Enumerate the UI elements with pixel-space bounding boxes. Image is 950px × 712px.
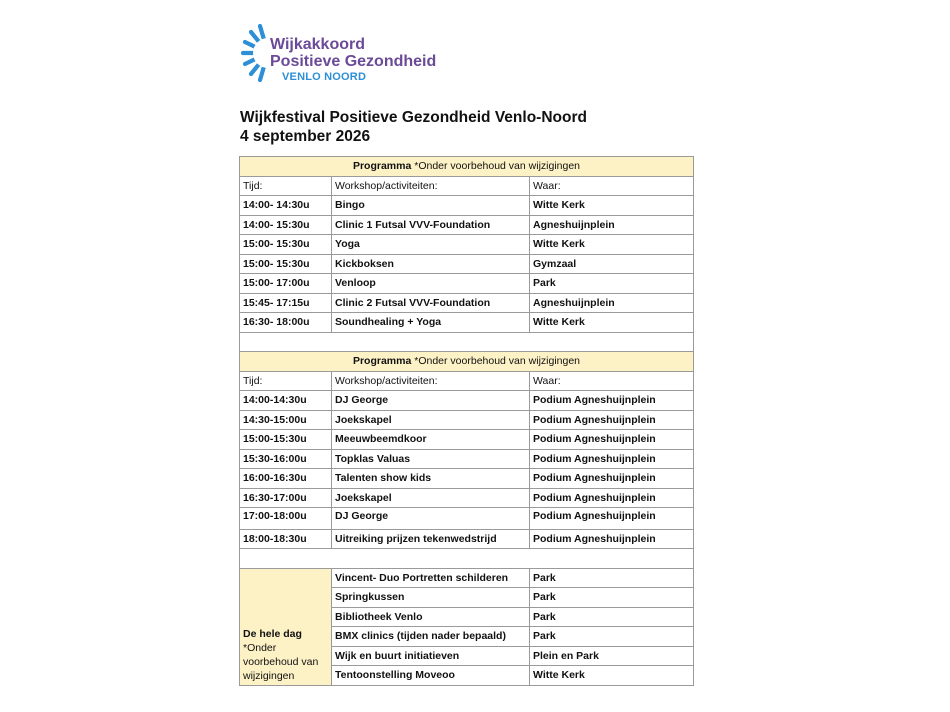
spacer-cell xyxy=(240,332,694,352)
location-cell: Park xyxy=(530,588,694,608)
location-cell: Podium Agneshuijnplein xyxy=(530,430,694,450)
program-1-column-headers xyxy=(240,176,694,196)
activity-cell: Kickboksen xyxy=(332,254,530,274)
time-cell: 14:30-15:00u xyxy=(240,410,332,430)
table-row xyxy=(240,391,694,411)
time-cell: 16:30-17:00u xyxy=(240,488,332,508)
location-cell: Podium Agneshuijnplein xyxy=(530,469,694,489)
activity-cell: Joekskapel xyxy=(332,410,530,430)
document-title xyxy=(240,108,587,146)
location-cell: Witte Kerk xyxy=(530,313,694,333)
spacer-row xyxy=(240,332,694,352)
activity-cell: DJ George xyxy=(332,391,530,411)
time-cell: 14:00-14:30u xyxy=(240,391,332,411)
allday-row xyxy=(240,568,694,588)
location-cell: Podium Agneshuijnplein xyxy=(530,449,694,469)
column-header-activity: Workshop/activiteiten: xyxy=(332,371,530,391)
activity-cell: Bingo xyxy=(332,196,530,216)
activity-cell: Venloop xyxy=(332,274,530,294)
location-cell: Park xyxy=(530,607,694,627)
column-header-activity: Workshop/activiteiten: xyxy=(332,176,530,196)
title-date: 4 september 2026 xyxy=(240,128,371,145)
activity-cell: Soundhealing + Yoga xyxy=(332,313,530,333)
sunburst-logo-icon xyxy=(238,22,272,84)
table-row xyxy=(240,529,694,549)
location-cell: Witte Kerk xyxy=(530,666,694,686)
location-cell: Agneshuijnplein xyxy=(530,215,694,235)
time-cell: 15:00- 15:30u xyxy=(240,254,332,274)
activity-cell: Topklas Valuas xyxy=(332,449,530,469)
table-row xyxy=(240,215,694,235)
location-cell: Podium Agneshuijnplein xyxy=(530,410,694,430)
column-header-location: Waar: xyxy=(530,176,694,196)
time-cell: 15:00- 15:30u xyxy=(240,235,332,255)
activity-cell: Bibliotheek Venlo xyxy=(332,607,530,627)
program-2-header xyxy=(240,352,694,372)
location-cell: Podium Agneshuijnplein xyxy=(530,488,694,508)
table-row xyxy=(240,293,694,313)
location-cell: Podium Agneshuijnplein xyxy=(530,508,694,530)
table-row xyxy=(240,196,694,216)
program-2-header-label: Programma xyxy=(352,355,412,368)
table-row xyxy=(240,430,694,450)
logo-line-1: Wijkakkoord xyxy=(270,36,365,53)
time-cell: 14:00- 15:30u xyxy=(240,215,332,235)
location-cell: Agneshuijnplein xyxy=(530,293,694,313)
logo-text xyxy=(270,37,436,83)
title-line-1: Wijkfestival Positieve Gezondheid Venlo-Noord xyxy=(240,109,587,126)
location-cell: Gymzaal xyxy=(530,254,694,274)
time-cell: 16:00-16:30u xyxy=(240,469,332,489)
activity-cell: BMX clinics (tijden nader bepaald) xyxy=(332,627,530,647)
program-2-header-cell xyxy=(240,352,694,372)
logo-line-2: Positieve Gezondheid xyxy=(270,53,437,70)
spacer-row xyxy=(240,549,694,569)
table-row xyxy=(240,469,694,489)
activity-cell: Clinic 1 Futsal VVV-Foundation xyxy=(332,215,530,235)
schedule-table xyxy=(239,156,694,686)
location-cell: Podium Agneshuijnplein xyxy=(530,391,694,411)
location-cell: Witte Kerk xyxy=(530,196,694,216)
allday-label-cell xyxy=(240,568,332,685)
program-2-column-headers xyxy=(240,371,694,391)
logo xyxy=(238,22,498,88)
table-row xyxy=(240,488,694,508)
time-cell: 15:00- 17:00u xyxy=(240,274,332,294)
table-row xyxy=(240,449,694,469)
allday-label: De hele dag xyxy=(243,627,302,640)
allday-note: *Onder voorbehoud van wijzigingen xyxy=(243,641,319,682)
column-header-time: Tijd: xyxy=(240,176,332,196)
location-cell: Plein en Park xyxy=(530,646,694,666)
program-2-header-note: *Onder voorbehoud van wijzigingen xyxy=(411,355,581,368)
table-row xyxy=(240,254,694,274)
logo-line-3: VENLO NOORD xyxy=(282,71,367,83)
activity-cell: DJ George xyxy=(332,508,530,530)
time-cell: 15:00-15:30u xyxy=(240,430,332,450)
location-cell: Witte Kerk xyxy=(530,235,694,255)
location-cell: Podium Agneshuijnplein xyxy=(530,529,694,549)
activity-cell: Meeuwbeemdkoor xyxy=(332,430,530,450)
time-cell: 15:45- 17:15u xyxy=(240,293,332,313)
activity-cell: Talenten show kids xyxy=(332,469,530,489)
activity-cell: Wijk en buurt initiatieven xyxy=(332,646,530,666)
activity-cell: Joekskapel xyxy=(332,488,530,508)
time-cell: 17:00-18:00u xyxy=(240,508,332,530)
time-cell: 18:00-18:30u xyxy=(240,529,332,549)
time-cell: 14:00- 14:30u xyxy=(240,196,332,216)
table-row xyxy=(240,313,694,333)
program-1-header-label: Programma xyxy=(352,160,412,173)
activity-cell: Springkussen xyxy=(332,588,530,608)
column-header-time: Tijd: xyxy=(240,371,332,391)
spacer-cell xyxy=(240,549,694,569)
activity-cell: Tentoonstelling Moveoo xyxy=(332,666,530,686)
program-1-header-cell xyxy=(240,157,694,177)
table-row xyxy=(240,274,694,294)
table-row xyxy=(240,508,694,530)
activity-cell: Clinic 2 Futsal VVV-Foundation xyxy=(332,293,530,313)
program-1-header-note: *Onder voorbehoud van wijzigingen xyxy=(411,160,581,173)
program-1-header xyxy=(240,157,694,177)
table-row xyxy=(240,235,694,255)
activity-cell: Uitreiking prijzen tekenwedstrijd xyxy=(332,529,530,549)
time-cell: 16:30- 18:00u xyxy=(240,313,332,333)
location-cell: Park xyxy=(530,274,694,294)
location-cell: Park xyxy=(530,627,694,647)
location-cell: Park xyxy=(530,568,694,588)
table-row xyxy=(240,410,694,430)
time-cell: 15:30-16:00u xyxy=(240,449,332,469)
activity-cell: Vincent- Duo Portretten schilderen xyxy=(332,568,530,588)
column-header-location: Waar: xyxy=(530,371,694,391)
activity-cell: Yoga xyxy=(332,235,530,255)
